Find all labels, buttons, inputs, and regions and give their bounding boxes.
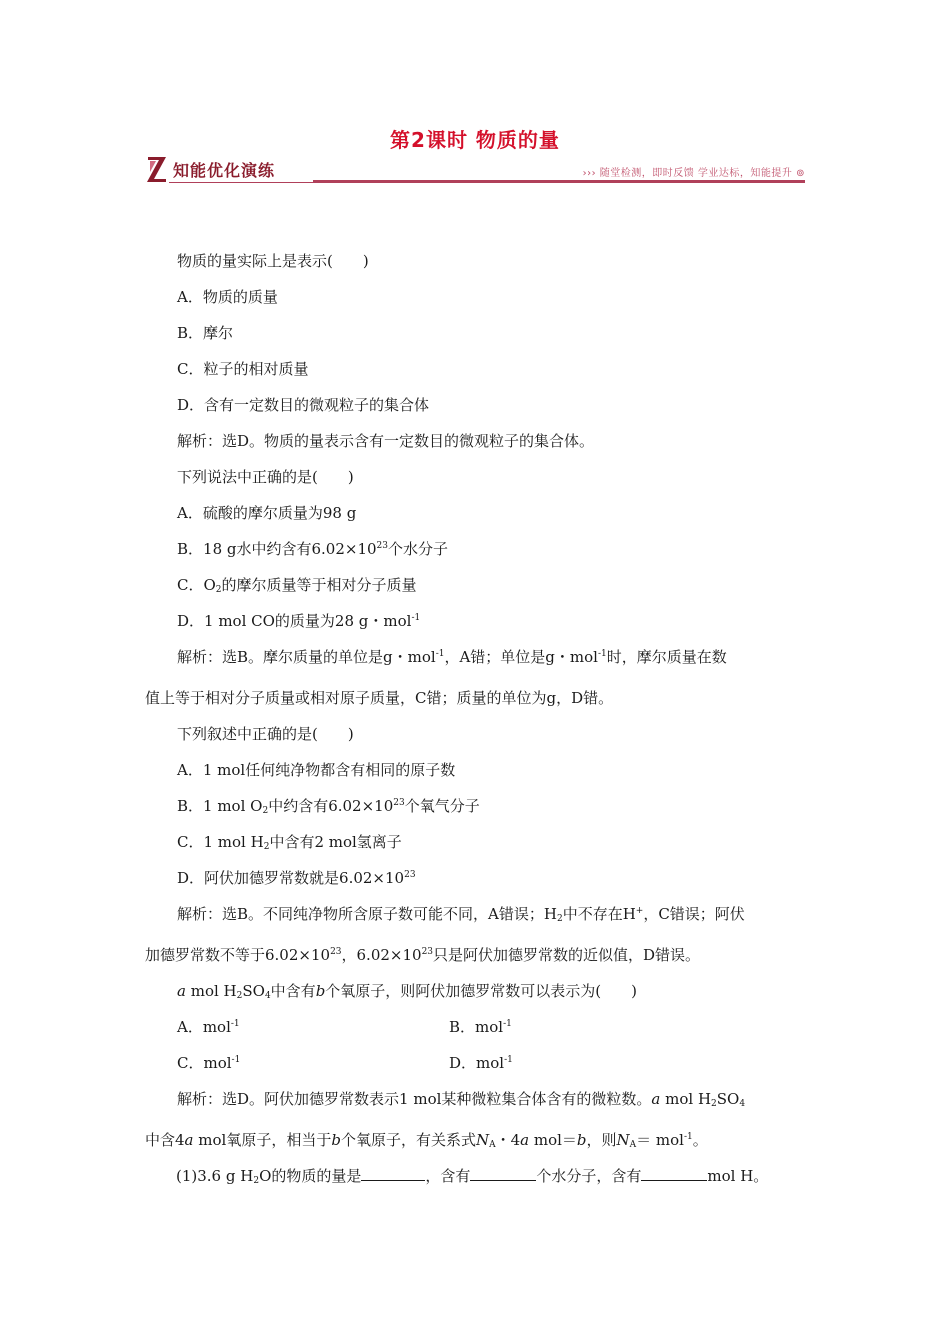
q3-analysis-line1: 解析：选B。不同纯净物所含原子数可能不同，A错误；$H_2$中不存在H+，C错误；阿伏 [177, 905, 745, 924]
q4-analysis-line2: 中含4a mol氧原子，相当于b个氧原子，有关系式$N_A$・4a mol＝b，则$N_A= mol^{-1}$。 [145, 1131, 708, 1150]
banner-rule [313, 180, 805, 183]
q1-option-b: B．摩尔 [177, 324, 234, 342]
q4-analysis-line1: 解析：选D。阿伏加德罗常数表示1 mol某种微粒集合体含有的微粒数。a mol $H_2SO_4$ [177, 1090, 746, 1109]
q4-option-d: D．mol$^{-1}$ [449, 1054, 513, 1072]
q2-option-c: C．$O_2$的摩尔质量等于相对分子质量 [177, 576, 417, 595]
answer-blank-1[interactable] [361, 1166, 425, 1181]
z-logo-icon [145, 154, 169, 184]
banner-slogan: ››› 随堂检测，即时反馈 学业达标，知能提升 ⊚ [582, 168, 805, 179]
q3-analysis-line2: 加德罗常数不等于$6.02\times 10^{23}$，$6.02\times 10^{23}$只是阿伏加德罗常数的近似值，D错误。 [145, 946, 701, 964]
q1-option-a: A．物质的质量 [177, 288, 278, 306]
q2-option-d: D．1 mol CO的质量为28 g・mol$^{-1}$ [177, 612, 421, 630]
q2-option-a: A．硫酸的摩尔质量为98 g [177, 504, 357, 522]
q3-option-c: C．1 mol $H_2$中含有2 mol氢离子 [177, 833, 402, 852]
page-title: 第2课时 物质的量 [390, 128, 560, 152]
q1-option-c: C．粒子的相对质量 [177, 360, 309, 378]
q3-stem: 下列叙述中正确的是( ) [177, 725, 354, 743]
answer-blank-3[interactable] [641, 1166, 707, 1181]
q4-option-c: C．mol$^{-1}$ [177, 1054, 241, 1072]
q2-option-b: B．18 g水中约含有$6.02\times 10^{23}$个水分子 [177, 540, 449, 558]
q5-part1: (1)3.6 g $H_2O$的物质的量是 ，含有 个水分子，含有 mol H。 [176, 1167, 769, 1186]
q2-analysis-line1: 解析：选B。摩尔质量的单位是g・mol$^{-1}$，A错；单位是g・mol$^{-1}$时，摩尔质量在数 [177, 648, 727, 666]
q1-stem: 物质的量实际上是表示( ) [177, 252, 369, 270]
q3-option-b: B．1 mol $O_2$中约含有$6.02\times 10^{23}$个氧气分子 [177, 797, 480, 816]
q2-stem: 下列说法中正确的是( ) [177, 468, 354, 486]
q1-analysis: 解析：选D。物质的量表示含有一定数目的微观粒子的集合体。 [177, 432, 595, 450]
q3-option-d: D．阿伏加德罗常数就是$6.02\times 10^{23}$ [177, 869, 416, 887]
q4-option-a: A．mol$^{-1}$ [177, 1018, 240, 1036]
banner-label: 知能优化演练 [173, 161, 276, 180]
q4-option-b: B．mol$^{-1}$ [449, 1018, 512, 1036]
q3-option-a: A．1 mol任何纯净物都含有相同的原子数 [177, 761, 456, 779]
q4-stem: a mol $H_2SO_4$中含有b个氧原子，则阿伏加德罗常数可以表示为( ) [177, 982, 638, 1001]
section-banner [145, 152, 805, 188]
answer-blank-2[interactable] [470, 1166, 536, 1181]
q1-option-d: D．含有一定数目的微观粒子的集合体 [177, 396, 430, 414]
banner-underline [169, 182, 313, 183]
q2-analysis-line2: 值上等于相对分子质量或相对原子质量，C错；质量的单位为g，D错。 [145, 689, 614, 707]
